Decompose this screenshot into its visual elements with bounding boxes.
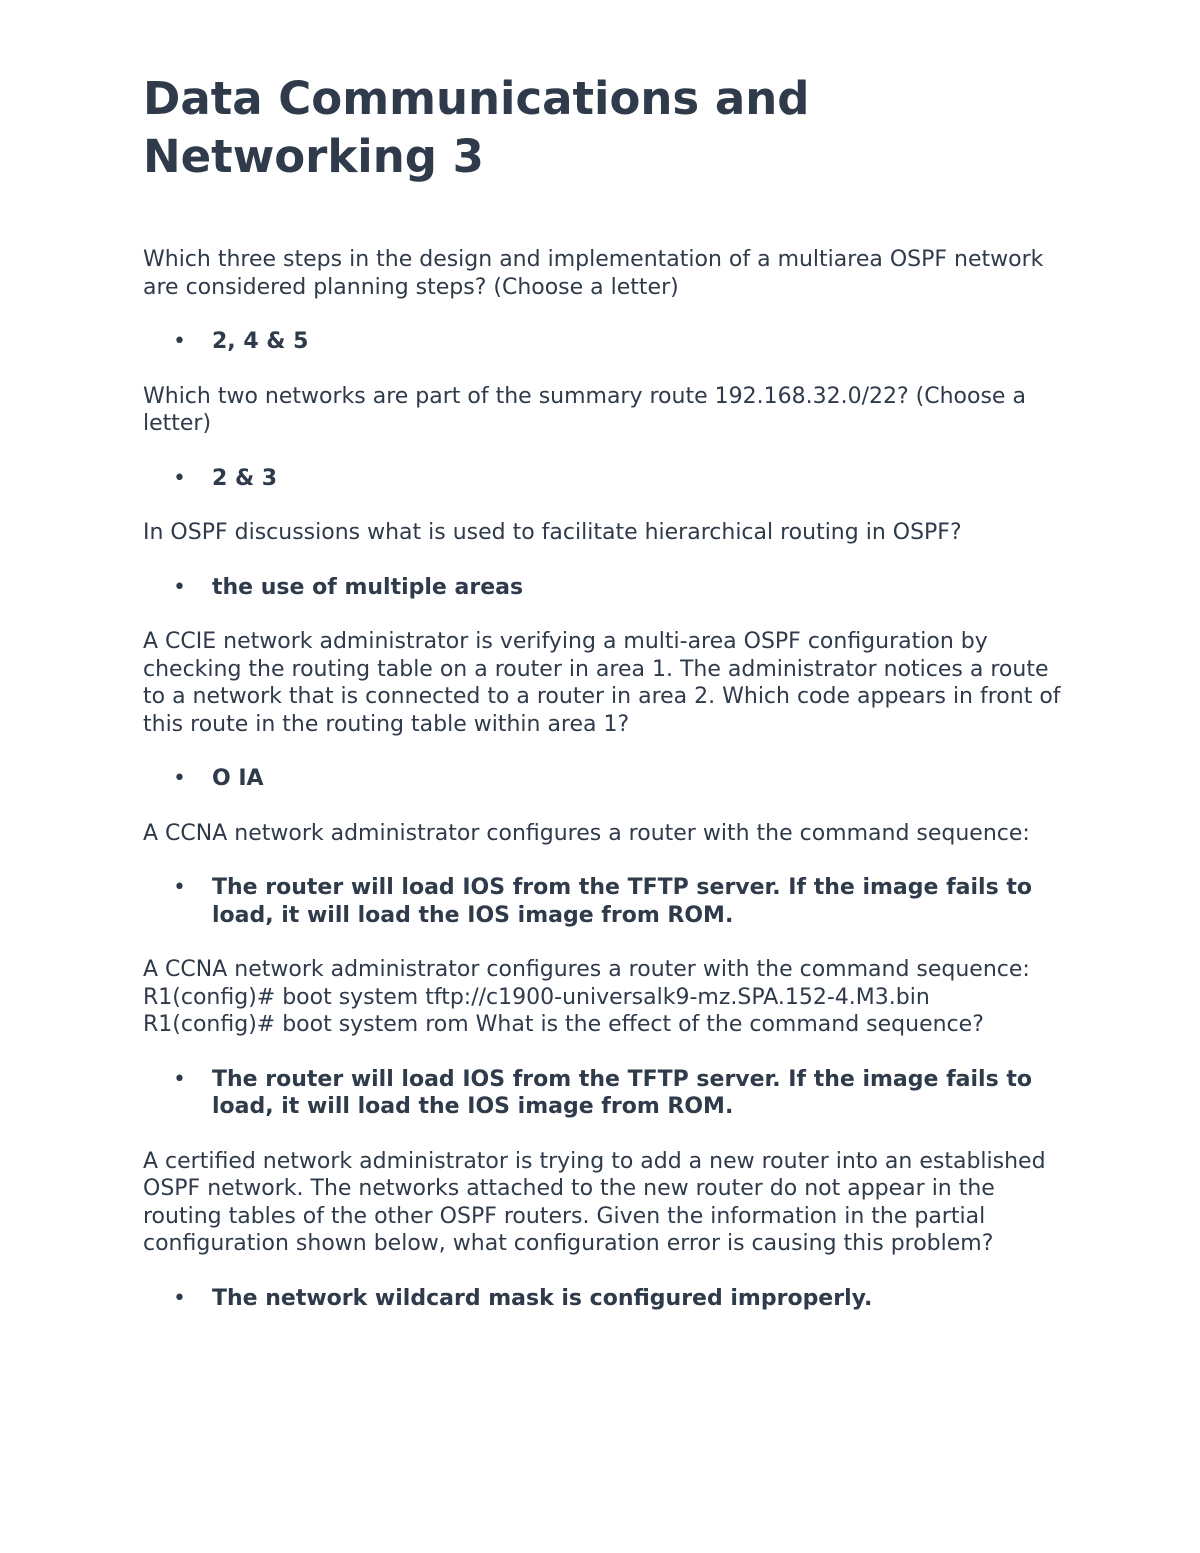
bullet-icon: • [173, 329, 186, 354]
bullet-icon: • [173, 766, 186, 791]
answer-list [143, 1285, 1068, 1313]
answer-list [143, 874, 1068, 929]
answer-text: 2 & 3 [212, 465, 278, 491]
answer-text: The router will load IOS from the TFTP server. If the image fails to load, it will load the IOS image from ROM. [212, 1066, 1032, 1119]
question-text: A CCNA network administrator configures a router with the command sequence: R1(config)# boot system tftp://c1900-universalk9-mz.SPA.152-4.M3.bin R1(config)# boot system rom What is the effect of the command sequence? [143, 957, 1030, 1037]
answer-text: 2, 4 & 5 [212, 329, 309, 354]
answer-item [143, 465, 1068, 493]
bullet-icon: • [173, 465, 186, 491]
qa-list [143, 246, 1068, 1312]
answer-item [143, 765, 1068, 793]
question-text: A certified network administrator is trying to add a new router into an established OSPF network. The networks attached to the new router do not appear in the routing tables of the other OSPF routers. Given the information in the partial configuration shown below, what configuration error is causing this problem? [143, 1148, 1046, 1256]
bullet-icon: • [173, 574, 186, 600]
question-text: Which two networks are part of the summary route 192.168.32.0/22? (Choose a letter) [143, 383, 1026, 436]
bullet-icon: • [173, 1285, 186, 1311]
answer-text: O IA [212, 766, 264, 791]
document [143, 70, 1068, 1339]
question-text: Which three steps in the design and implementation of a multiarea OSPF network are considered planning steps? (Choose a letter) [143, 247, 1044, 300]
answer-item [143, 1066, 1068, 1121]
answer-list [143, 328, 1068, 356]
question-text: In OSPF discussions what is used to facilitate hierarchical routing in OSPF? [143, 520, 962, 545]
answer-list [143, 765, 1068, 793]
bullet-icon: • [173, 875, 186, 900]
question-text: A CCNA network administrator configures a router with the command sequence: [143, 820, 1030, 846]
answer-item [143, 574, 1068, 602]
document-title: Data Communications and Networking 3 [143, 72, 810, 183]
answer-list [143, 574, 1068, 602]
answer-text: The router will load IOS from the TFTP server. If the image fails to load, it will load the IOS image from ROM. [212, 875, 1032, 928]
answer-list [143, 1066, 1068, 1121]
question-text: A CCIE network administrator is verifying a multi-area OSPF configuration by checking the routing table on a router in area 1. The administrator notices a route to a network that is connected to a router in area 2. Which code appears in front of this route in the routing table within area 1? [143, 629, 1061, 737]
bullet-icon: • [173, 1066, 186, 1092]
answer-item [143, 328, 1068, 356]
answer-text: The network wildcard mask is configured improperly. [212, 1285, 873, 1311]
answer-list [143, 465, 1068, 493]
answer-text: the use of multiple areas [212, 574, 524, 600]
answer-item [143, 1285, 1068, 1313]
answer-item [143, 874, 1068, 929]
